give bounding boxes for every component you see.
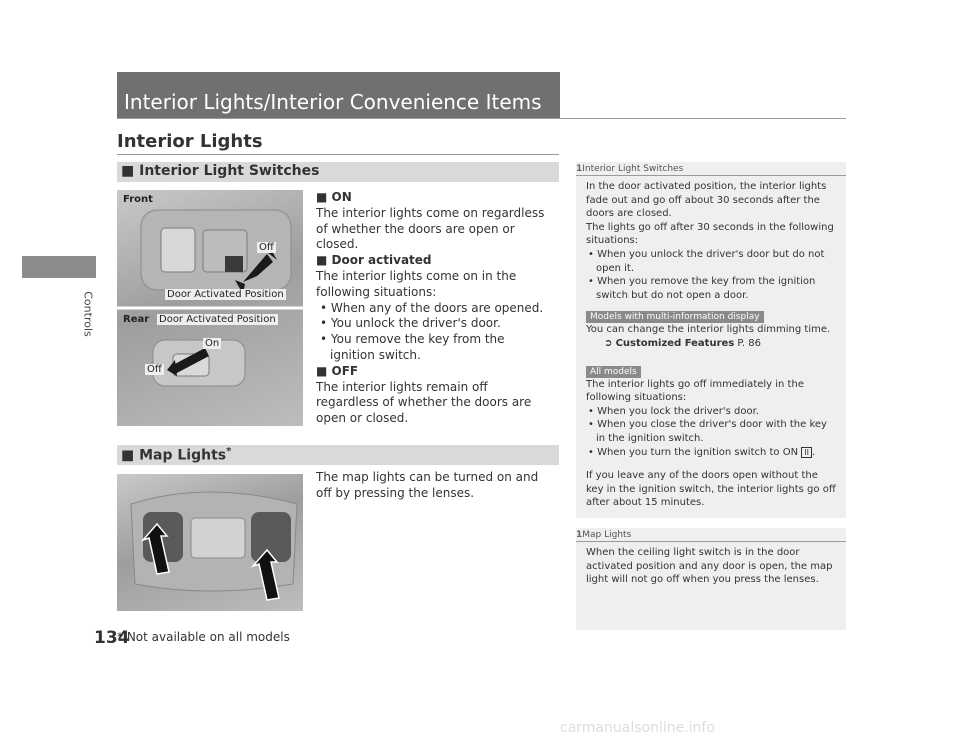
customized-features-link[interactable]: ➲ Customized Features P. 86: [604, 337, 761, 349]
note-paragraph: When the ceiling light switch is in the door activated position and any door is open, the map light will not go off when you press the lenses.: [586, 547, 833, 586]
map-light-illustration: [117, 474, 303, 611]
door-activated-heading: ■ Door activated: [316, 253, 432, 268]
switches-body: [316, 190, 552, 427]
door-bullet: • You unlock the driver's door.: [320, 316, 501, 331]
on-label: On: [205, 338, 220, 349]
map-heading-bar: [117, 445, 559, 465]
map-note-title: 1Map Lights: [576, 528, 846, 542]
interior-light-switch-photo: [117, 190, 303, 426]
off-heading: ■ OFF: [316, 363, 359, 378]
switches-note-title: 1Interior Light Switches: [576, 162, 846, 176]
note-paragraph: If you leave any of the doors open without the key in the ignition switch, the interior lights go off after about 15 minutes.: [586, 470, 836, 509]
models-chip: Models with multi-information display: [586, 311, 764, 323]
door-activated-label-bottom: Door Activated Position: [159, 314, 276, 325]
map-note-box: [576, 528, 846, 630]
note-bullet: • When you lock the driver's door.: [588, 405, 759, 417]
on-heading: ■ ON: [316, 190, 352, 204]
map-body: The map lights can be turned on and off by pressing the lenses.: [316, 470, 539, 500]
note-bullet: • When you unlock the driver's door but do not open it.: [588, 248, 825, 274]
note-paragraph: You can change the interior lights dimming time.: [586, 324, 831, 336]
switch-illustration: [117, 190, 303, 426]
off-label-bottom: Off: [147, 364, 162, 375]
door-bullet: • You remove the key from the ignition switch.: [320, 332, 505, 362]
note-paragraph: The interior lights go off immediately in the following situations:: [586, 378, 804, 404]
door-activated-label-top: Door Activated Position: [167, 289, 284, 300]
note-bullet: • When you turn the ignition switch to ON II .: [588, 446, 816, 458]
switches-heading-bar: [117, 162, 559, 182]
switches-heading: ■ Interior Light Switches: [121, 163, 320, 179]
watermark: carmanualsonline.info: [560, 720, 715, 736]
note-paragraph: The lights go off after 30 seconds in the following situations:: [586, 221, 834, 247]
chapter-rule: [117, 118, 846, 119]
rear-label: Rear: [123, 314, 150, 325]
page-number: 134: [94, 628, 130, 648]
off-text: The interior lights remain off regardless of whether the doors are open or closed.: [316, 379, 532, 426]
map-light-photo: [117, 474, 303, 611]
door-bullet: • When any of the doors are opened.: [320, 300, 544, 315]
side-tab: [22, 256, 96, 278]
all-models-chip: All models: [586, 366, 641, 378]
note-bullet: • When you remove the key from the ignition switch but do not open a door.: [588, 276, 816, 301]
chapter-title: Interior Lights/Interior Convenience Items: [124, 90, 542, 114]
off-label-top: Off: [259, 242, 274, 253]
map-heading: ■ Map Lights*: [121, 446, 232, 464]
ignition-position-mark: II: [801, 447, 812, 458]
footnote: * Not available on all models: [117, 630, 290, 644]
on-text: The interior lights come on regardless of whether the doors are open or closed.: [316, 205, 545, 252]
front-label: Front: [123, 194, 153, 205]
door-activated-text: The interior lights come on in the following situations:: [316, 268, 517, 299]
section-rule: [117, 154, 559, 155]
side-section-label: Controls: [81, 291, 95, 337]
section-title: Interior Lights: [117, 131, 263, 152]
note-paragraph: In the door activated position, the interior lights fade out and go off about 30 seconds after the doors are closed.: [586, 181, 827, 220]
switches-note-box: [576, 162, 846, 518]
note-bullet: • When you close the driver's door with the key in the ignition switch.: [588, 419, 827, 444]
